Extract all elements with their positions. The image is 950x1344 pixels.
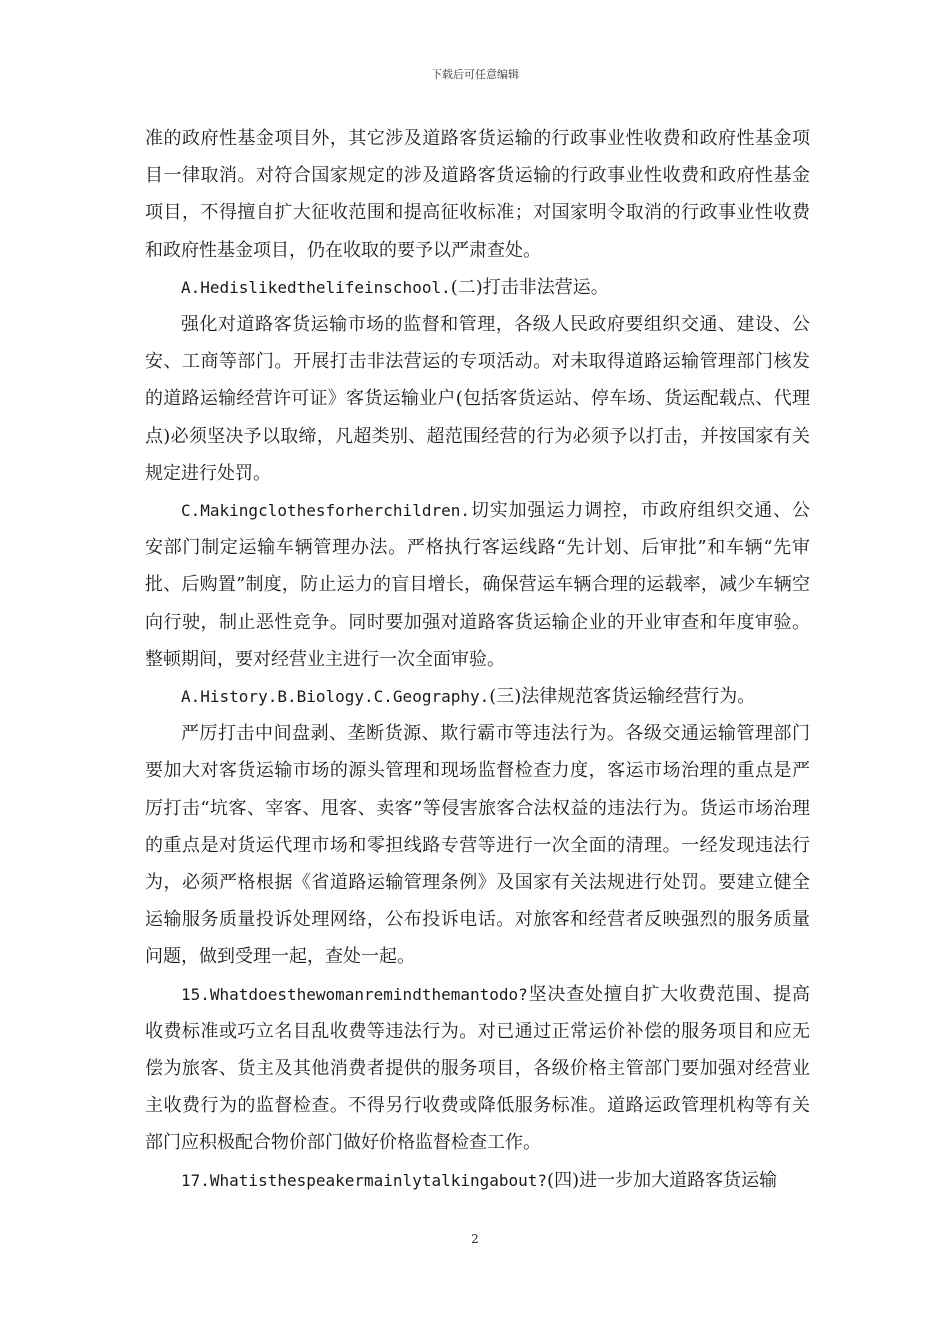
page-number: 2 [471, 1232, 479, 1246]
paragraph [145, 492, 810, 678]
paragraph-lead: A.History.B.Biology.C.Geography. [181, 687, 490, 707]
paragraph [145, 269, 810, 306]
paragraph-text: (二)打击非法营运。 [450, 276, 609, 298]
paragraph [145, 1162, 810, 1199]
paragraph-text: (四)进一步加大道路客货运输 [547, 1169, 778, 1191]
paragraph [145, 678, 810, 715]
paragraph-text: (三)法律规范客货运输经营行为。 [489, 686, 756, 708]
paragraph [145, 976, 810, 1162]
paragraph-lead: C.Makingclothesforherchildren. [181, 501, 470, 521]
paragraph [145, 120, 810, 269]
paragraph-lead: 15.Whatdoesthewomanremindthemantodo? [181, 984, 528, 1004]
paragraph-lead: A.Hedislikedthelifeinschool. [181, 277, 451, 297]
paragraph-text: 坚决查处擅自扩大收费范围、提高收费标准或巧立名目乱收费等违法行为。对已通过正常运价补偿的服务项目和应无偿为旅客、货主及其他消费者提供的服务项目，各级价格主管部门要加强对经营业主收费行为的监督检查。不得另行收费或降低服务标准。道路运政管理机构等有关部门应积极配合物价部门做好价格监督检查工作。 [145, 983, 810, 1154]
paragraph [145, 306, 810, 492]
paragraph-lead: 17.Whatisthespeakermainlytalkingabout? [181, 1170, 548, 1190]
paragraph-text: 严厉打击中间盘剥、垄断货源、欺行霸市等违法行为。各级交通运输管理部门要加大对客货运输市场的源头管理和现场监督检查力度，客运市场治理的重点是严厉打击“坑客、宰客、甩客、卖客”等侵害旅客合法权益的违法行为。货运市场治理的重点是对货运代理市场和零担线路专营等进行一次全面的清理。一经发现违法行为，必须严格根据《省道路运输管理条例》及国家有关法规进行处罚。要建立健全运输服务质量投诉处理网络，公布投诉电话。对旅客和经营者反映强烈的服务质量问题，做到受理一起，查处一起。 [145, 723, 810, 968]
body-text [145, 120, 810, 1199]
paragraph [145, 715, 810, 975]
page-header: 下载后可任意编辑 [431, 68, 519, 81]
paragraph-text: 准的政府性基金项目外，其它涉及道路客货运输的行政事业性收费和政府性基金项目一律取消。对符合国家规定的涉及道路客货运输的行政事业性收费和政府性基金项目，不得擅自扩大征收范围和提高征收标准；对国家明令取消的行政事业性收费和政府性基金项目，仍在收取的要予以严肃查处。 [145, 128, 810, 261]
paragraph-text: 强化对道路客货运输市场的监督和管理，各级人民政府要组织交通、建设、公安、工商等部门。开展打击非法营运的专项活动。对未取得道路运输管理部门核发的道路运输经营许可证》客货运输业户(包括客货运站、停车场、货运配载点、代理点)必须坚决予以取缔，凡超类别、超范围经营的行为必须予以打击，并按国家有关规定进行处罚。 [145, 314, 810, 484]
paragraph-text: 切实加强运力调控，市政府组织交通、公安部门制定运输车辆管理办法。严格执行客运线路“先计划、后审批”和车辆“先审批、后购置”制度，防止运力的盲目增长，确保营运车辆合理的运载率，减少车辆空向行驶，制止恶性竞争。同时要加强对道路客货运输企业的开业审查和年度审验。整顿期间，要对经营业主进行一次全面审验。 [145, 500, 810, 670]
